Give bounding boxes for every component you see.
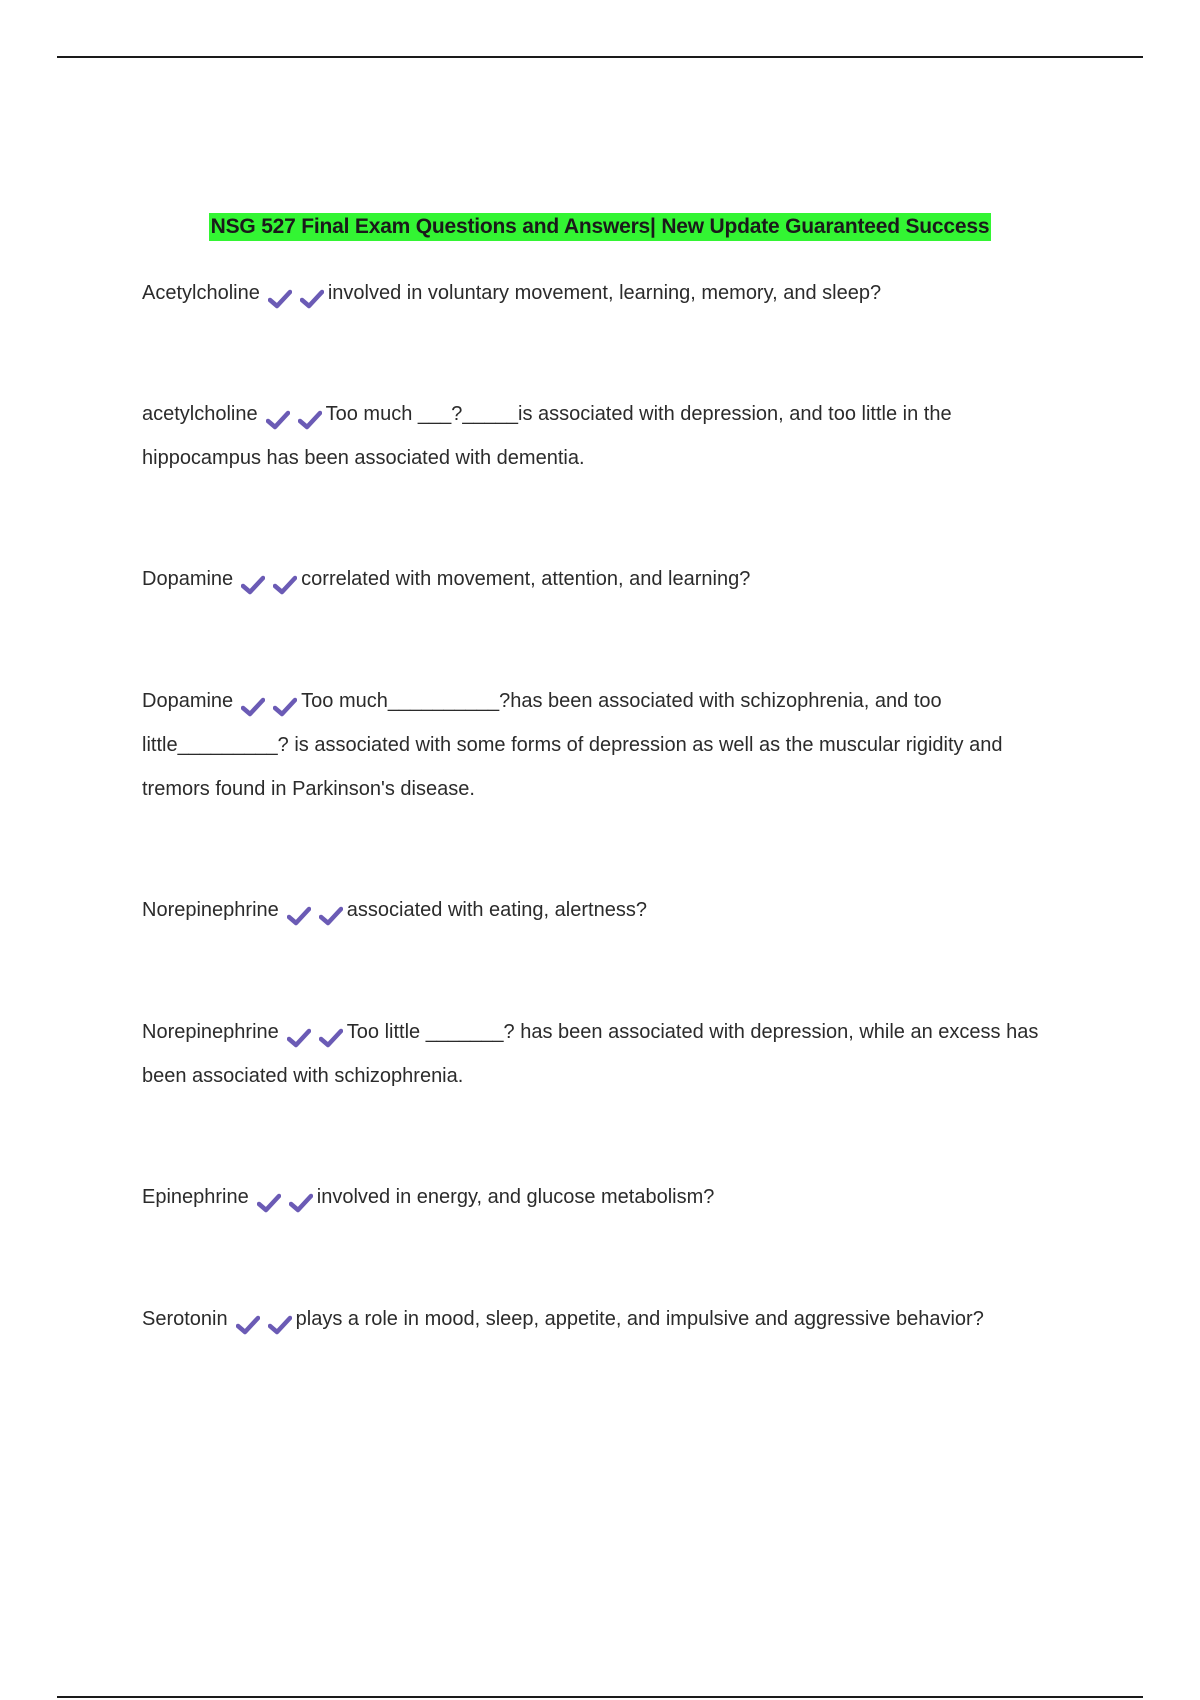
qa-term: Norepinephrine [142,899,279,921]
double-check-icons [266,402,324,424]
check-icon [289,1193,313,1213]
qa-term: Acetylcholine [142,282,260,304]
double-check-icons [241,567,299,589]
check-icon [298,410,322,430]
check-icon [319,1028,343,1048]
check-icon [273,575,297,595]
check-icon [257,1193,281,1213]
top-rule [57,56,1143,58]
qa-item [142,888,1062,932]
check-icon [300,289,324,309]
qa-text: plays a role in mood, sleep, appetite, and impulsive and aggressive behavior? [295,1308,984,1330]
check-icon [241,697,265,717]
double-check-icons [287,898,345,920]
qa-text: associated with eating, alertness? [346,899,647,921]
document-title: NSG 527 Final Exam Questions and Answers| New Update Guaranteed Success [209,213,992,241]
qa-text: Too much ___?_____is associated with depression, and too little in the hippocampus has been associated with dementia. [142,403,952,469]
check-icon [268,289,292,309]
check-icon [266,410,290,430]
bottom-rule [57,1696,1143,1698]
qa-item [142,679,1062,811]
qa-text: Too much__________?has been associated with schizophrenia, and too little_________? is associated with some forms of depression as well as the muscular rigidity and tremors found in Parkinson's disease. [142,690,1003,800]
check-icon [273,697,297,717]
check-icon [236,1315,260,1335]
double-check-icons [287,1020,345,1042]
qa-text: involved in energy, and glucose metabolism? [316,1186,715,1208]
check-icon [268,1315,292,1335]
qa-item [142,1010,1062,1098]
double-check-icons [241,689,299,711]
check-icon [287,906,311,926]
double-check-icons [257,1185,315,1207]
check-icon [287,1028,311,1048]
qa-term: Dopamine [142,690,234,712]
qa-term: acetylcholine [142,403,258,425]
check-icon [319,906,343,926]
qa-text: correlated with movement, attention, and learning? [301,568,751,590]
qa-text: involved in voluntary movement, learning, memory, and sleep? [327,282,882,304]
check-icon [241,575,265,595]
qa-term: Serotonin [142,1308,228,1330]
qa-term: Dopamine [142,568,234,590]
qa-term: Epinephrine [142,1186,249,1208]
qa-item [142,271,1062,315]
qa-item [142,392,1062,480]
qa-text: Too little _______? has been associated with depression, while an excess has been associated with schizophrenia. [142,1021,1039,1087]
title-container [0,213,1200,241]
qa-item [142,1297,1062,1341]
double-check-icons [268,281,326,303]
qa-term: Norepinephrine [142,1021,279,1043]
qa-item [142,557,1062,601]
double-check-icons [236,1307,294,1329]
qa-item [142,1175,1062,1219]
